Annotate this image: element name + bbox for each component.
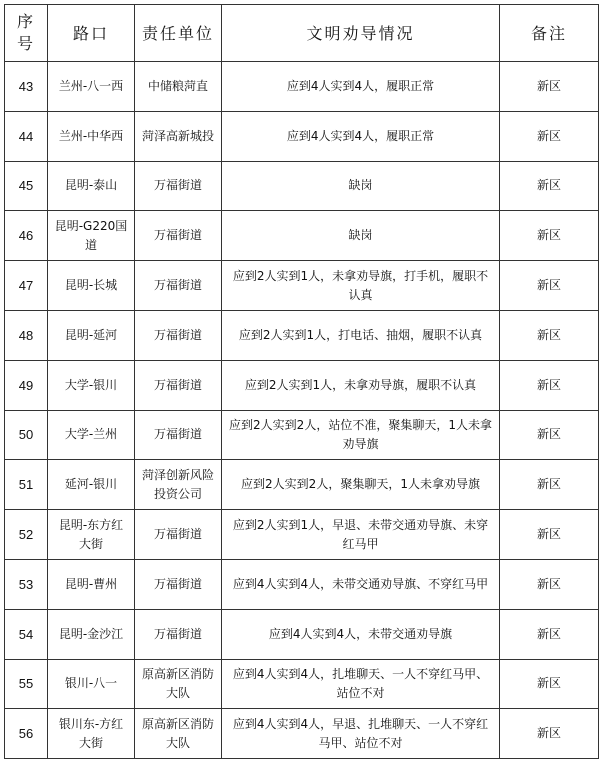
- table-row: [5, 460, 599, 510]
- cell-unit: 原高新区消防大队: [135, 659, 222, 709]
- cell-road: 兰州-八一西: [48, 62, 135, 112]
- cell-seq: 53: [5, 559, 48, 609]
- cell-road: 兰州-中华西: [48, 111, 135, 161]
- header-status: 文明劝导情况: [222, 5, 500, 62]
- cell-seq: 54: [5, 609, 48, 659]
- table-row: [5, 310, 599, 360]
- header-unit: 责任单位: [135, 5, 222, 62]
- cell-status: 应到2人实到1人，打电话、抽烟，履职不认真: [222, 310, 500, 360]
- cell-unit: 万福街道: [135, 559, 222, 609]
- cell-road: 昆明-金沙江: [48, 609, 135, 659]
- cell-unit: 中储粮菏直: [135, 62, 222, 112]
- cell-road: 昆明-延河: [48, 310, 135, 360]
- cell-remark: 新区: [500, 559, 599, 609]
- cell-seq: 48: [5, 310, 48, 360]
- table-row: [5, 211, 599, 261]
- inspection-table: [4, 4, 599, 759]
- cell-road: 大学-银川: [48, 360, 135, 410]
- cell-remark: 新区: [500, 659, 599, 709]
- cell-seq: 46: [5, 211, 48, 261]
- cell-remark: 新区: [500, 709, 599, 759]
- table-row: [5, 510, 599, 560]
- cell-status: 缺岗: [222, 211, 500, 261]
- cell-road: 银川东-方红大街: [48, 709, 135, 759]
- cell-unit: 万福街道: [135, 161, 222, 211]
- header-seq: 序号: [5, 5, 48, 62]
- cell-remark: 新区: [500, 360, 599, 410]
- cell-remark: 新区: [500, 510, 599, 560]
- cell-road: 银川-八一: [48, 659, 135, 709]
- cell-remark: 新区: [500, 310, 599, 360]
- table-row: [5, 709, 599, 759]
- cell-road: 昆明-泰山: [48, 161, 135, 211]
- cell-unit: 万福街道: [135, 310, 222, 360]
- cell-road: 昆明-曹州: [48, 559, 135, 609]
- table-row: [5, 62, 599, 112]
- cell-seq: 50: [5, 410, 48, 460]
- cell-road: 昆明-G220国道: [48, 211, 135, 261]
- cell-status: 应到2人实到2人，站位不准，聚集聊天，1人未拿劝导旗: [222, 410, 500, 460]
- cell-status: 应到4人实到4人，未带交通劝导旗: [222, 609, 500, 659]
- table-row: [5, 659, 599, 709]
- cell-remark: 新区: [500, 62, 599, 112]
- cell-road: 昆明-东方红大街: [48, 510, 135, 560]
- cell-seq: 47: [5, 261, 48, 311]
- cell-seq: 44: [5, 111, 48, 161]
- cell-status: 应到4人实到4人，未带交通劝导旗、不穿红马甲: [222, 559, 500, 609]
- cell-unit: 万福街道: [135, 510, 222, 560]
- cell-unit: 菏泽创新风险投资公司: [135, 460, 222, 510]
- cell-unit: 原高新区消防大队: [135, 709, 222, 759]
- cell-status: 应到2人实到2人，聚集聊天，1人未拿劝导旗: [222, 460, 500, 510]
- cell-remark: 新区: [500, 460, 599, 510]
- table-row: [5, 360, 599, 410]
- header-road: 路口: [48, 5, 135, 62]
- cell-road: 大学-兰州: [48, 410, 135, 460]
- cell-remark: 新区: [500, 111, 599, 161]
- cell-status: 应到2人实到1人，未拿劝导旗，打手机，履职不认真: [222, 261, 500, 311]
- table-row: [5, 410, 599, 460]
- table-row: [5, 559, 599, 609]
- cell-remark: 新区: [500, 161, 599, 211]
- cell-status: 应到4人实到4人，履职正常: [222, 62, 500, 112]
- table-row: [5, 111, 599, 161]
- cell-unit: 菏泽高新城投: [135, 111, 222, 161]
- cell-remark: 新区: [500, 211, 599, 261]
- header-remark: 备注: [500, 5, 599, 62]
- cell-unit: 万福街道: [135, 261, 222, 311]
- table-row: [5, 261, 599, 311]
- cell-unit: 万福街道: [135, 410, 222, 460]
- cell-status: 应到4人实到4人，扎堆聊天、一人不穿红马甲、站位不对: [222, 659, 500, 709]
- cell-seq: 56: [5, 709, 48, 759]
- cell-seq: 43: [5, 62, 48, 112]
- cell-road: 延河-银川: [48, 460, 135, 510]
- cell-seq: 52: [5, 510, 48, 560]
- cell-seq: 55: [5, 659, 48, 709]
- cell-seq: 49: [5, 360, 48, 410]
- table-row: [5, 609, 599, 659]
- cell-status: 应到2人实到1人，早退、未带交通劝导旗、未穿红马甲: [222, 510, 500, 560]
- cell-remark: 新区: [500, 261, 599, 311]
- cell-seq: 51: [5, 460, 48, 510]
- cell-status: 应到4人实到4人，早退、扎堆聊天、一人不穿红马甲、站位不对: [222, 709, 500, 759]
- cell-status: 应到2人实到1人，未拿劝导旗，履职不认真: [222, 360, 500, 410]
- cell-unit: 万福街道: [135, 360, 222, 410]
- header-row: [5, 5, 599, 62]
- cell-status: 缺岗: [222, 161, 500, 211]
- cell-unit: 万福街道: [135, 211, 222, 261]
- cell-road: 昆明-长城: [48, 261, 135, 311]
- cell-status: 应到4人实到4人，履职正常: [222, 111, 500, 161]
- cell-unit: 万福街道: [135, 609, 222, 659]
- cell-seq: 45: [5, 161, 48, 211]
- cell-remark: 新区: [500, 410, 599, 460]
- cell-remark: 新区: [500, 609, 599, 659]
- table-row: [5, 161, 599, 211]
